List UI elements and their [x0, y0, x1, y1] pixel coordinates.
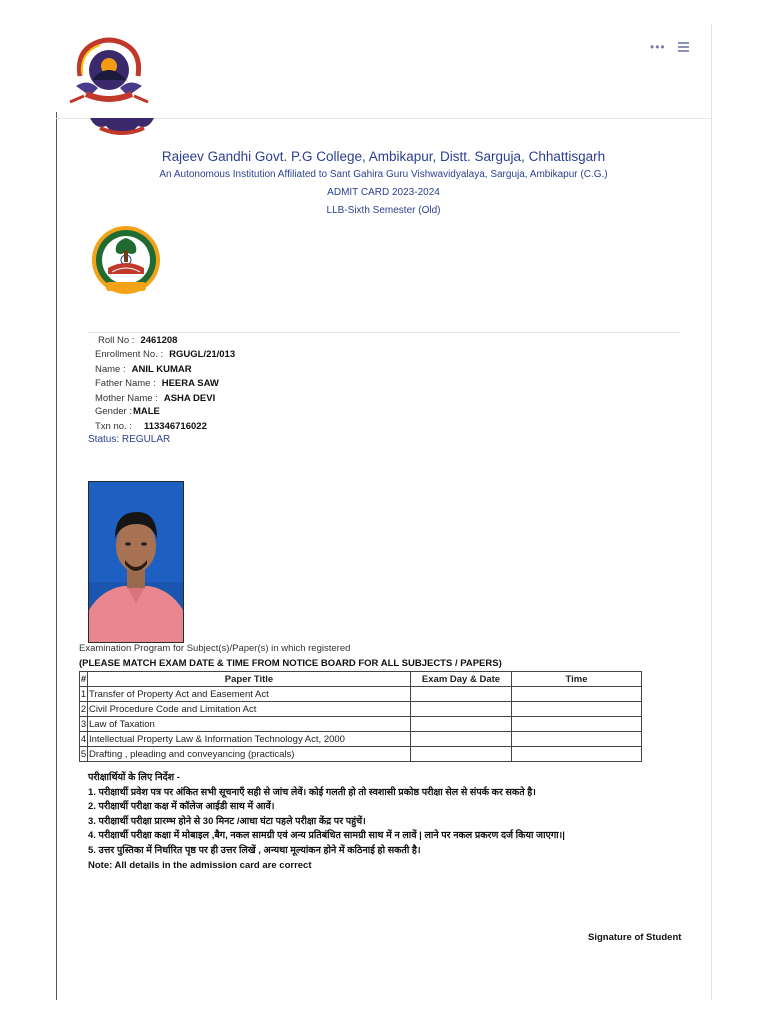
- table-row: [80, 717, 642, 732]
- father-label: Father Name :: [95, 378, 156, 389]
- paper-time: [512, 702, 642, 717]
- info-divider: [88, 332, 680, 333]
- papers-table: [79, 671, 642, 762]
- instruction-item: 2. परीक्षार्थी परीक्षा कक्ष में कॉलेज आईडी साथ में आवें।: [88, 801, 275, 813]
- paper-serial: 3: [80, 718, 87, 730]
- admit-card-title: ADMIT CARD 2023-2024: [327, 187, 440, 198]
- enrollment-label: Enrollment No. :: [95, 349, 164, 360]
- gender-row: [95, 406, 160, 417]
- table-row: [80, 702, 642, 717]
- paper-time: [512, 717, 642, 732]
- table-row: [80, 732, 642, 747]
- paper-date: [411, 717, 512, 732]
- paper-serial: 5: [80, 748, 87, 760]
- instruction-item: 5. उत्तर पुस्तिका में निर्धारित पृष्ठ पर ही उत्तर लिखें , अन्यथा मूल्यांकन होने में कठिनाई हो सकती है।: [88, 844, 421, 856]
- table-row: [80, 747, 642, 762]
- exam-program-line: Examination Program for Subject(s)/Paper(s) in which registered: [79, 643, 351, 654]
- gender-label: Gender :: [95, 406, 132, 417]
- col-time: Time: [512, 672, 642, 687]
- student-signature-label: Signature of Student: [588, 932, 682, 943]
- paper-serial: 2: [80, 703, 87, 715]
- col-serial: #: [80, 673, 87, 685]
- student-photo: [88, 481, 184, 643]
- enrollment-row: [95, 349, 235, 360]
- instruction-item: 4. परीक्षार्थी परीक्षा कक्षा में मोबाइल ,बैग, नकल सामग्री एवं अन्य प्रतिबंधित सामग्री साथ में न लावें | लाने पर नकल प्रकरण दर्ज किया जाएगा।|: [88, 830, 565, 842]
- table-row: [80, 687, 642, 702]
- name-row: [95, 364, 192, 375]
- college-name: Rajeev Gandhi Govt. P.G College, Ambikapur, Distt. Sarguja, Chhattisgarh: [161, 149, 606, 164]
- txn-label: Txn no. :: [95, 421, 132, 432]
- paper-date: [411, 732, 512, 747]
- paper-title: Transfer of Property Act and Easement Act: [88, 687, 411, 702]
- instructions-block: [88, 771, 565, 873]
- paper-time: [512, 687, 642, 702]
- page-left-border: [56, 112, 57, 1000]
- paper-date: [411, 687, 512, 702]
- paper-time: [512, 747, 642, 762]
- college-affiliation: An Autonomous Institution Affiliated to Sant Gahira Guru Vishwavidyalaya, Sarguja, Ambikapur (C.G.): [159, 169, 608, 180]
- paper-serial: 4: [80, 733, 87, 745]
- paper-title: Law of Taxation: [88, 717, 411, 732]
- roll-label: Roll No :: [98, 335, 135, 346]
- instruction-item: 3. परीक्षार्थी परीक्षा प्रारम्भ होने से 30 मिनट /आधा घंटा पहले परीक्षा केंद्र पर पहुंचें।: [88, 815, 366, 827]
- paper-title: Drafting , pleading and conveyancing (practicals): [88, 747, 411, 762]
- more-options-icon[interactable]: •••: [650, 40, 666, 54]
- roll-value: 2461208: [140, 335, 178, 346]
- col-paper-title: Paper Title: [88, 672, 411, 687]
- exam-notice-line: (PLEASE MATCH EXAM DATE & TIME FROM NOTICE BOARD FOR ALL SUBJECTS / PAPERS): [79, 658, 502, 669]
- paper-time: [512, 732, 642, 747]
- college-emblem: [90, 222, 162, 305]
- father-value: HEERA SAW: [161, 378, 219, 389]
- semester-title: LLB-Sixth Semester (Old): [326, 205, 441, 216]
- paper-title: Intellectual Property Law & Information Technology Act, 2000: [88, 732, 411, 747]
- paper-title: Civil Procedure Code and Limitation Act: [88, 702, 411, 717]
- paper-serial: 1: [80, 688, 87, 700]
- mother-label: Mother Name :: [95, 393, 158, 404]
- txn-value: 113346716022: [143, 421, 207, 432]
- txn-row: [95, 421, 207, 432]
- paper-date: [411, 702, 512, 717]
- instruction-item: 1. परीक्षार्थी प्रवेश पत्र पर अंकित सभी सूचनाएँ सही से जांच लेवें। कोई गलती हो तो स्वशासी प्रकोष्ठ परीक्षा सेल से संपर्क कर सकते है।: [88, 786, 536, 798]
- gender-value: MALE: [132, 406, 160, 417]
- roll-row: [98, 335, 177, 346]
- instructions-heading: परीक्षार्थियों के लिए निर्देश -: [88, 772, 180, 783]
- mother-row: [95, 393, 215, 404]
- status-text: Status: REGULAR: [88, 434, 171, 445]
- paper-date: [411, 747, 512, 762]
- table-header-row: [80, 672, 642, 687]
- enrollment-value: RGUGL/21/013: [169, 349, 236, 360]
- university-logo[interactable]: [68, 30, 150, 115]
- instructions-note: Note: All details in the admission card are correct: [88, 859, 312, 871]
- menu-icon[interactable]: [678, 40, 689, 54]
- name-value: ANIL KUMAR: [131, 364, 192, 375]
- page-right-border: [711, 24, 712, 1000]
- father-row: [95, 378, 219, 389]
- col-exam-date: Exam Day & Date: [411, 672, 512, 687]
- name-label: Name :: [95, 364, 126, 375]
- university-logo-repeat: [86, 118, 158, 136]
- mother-value: ASHA DEVI: [163, 393, 216, 404]
